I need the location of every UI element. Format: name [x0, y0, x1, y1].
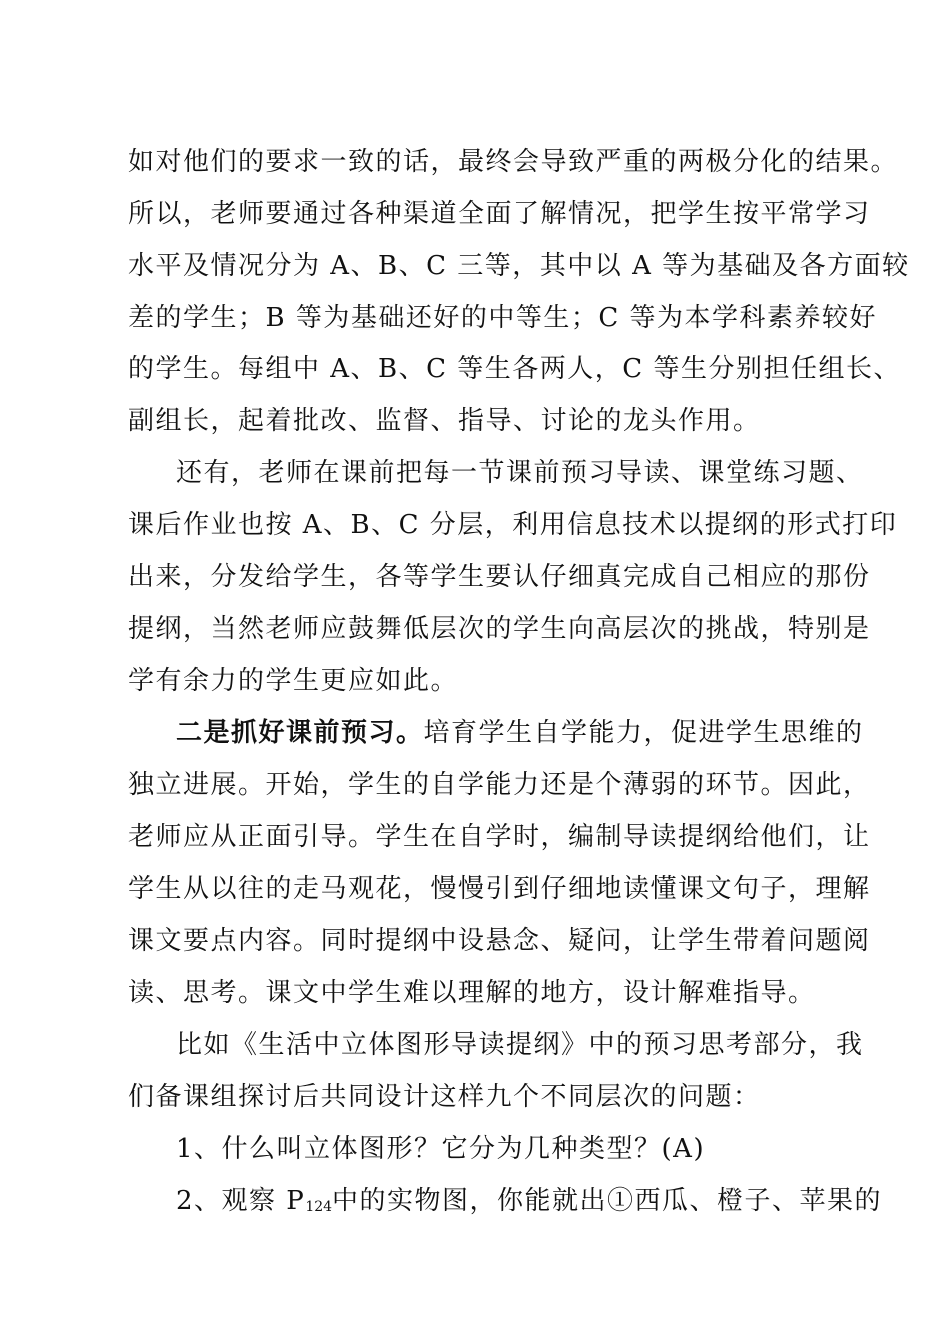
paragraph4-line-1: 比如《生活中立体图形导读提纲》中的预习思考部分，我 — [176, 1030, 864, 1060]
paragraph2-line-5: 学有余力的学生更应如此。 — [128, 666, 459, 696]
question-2 — [176, 1184, 882, 1224]
paragraph3-line-6: 读、思考。课文中学生难以理解的地方，设计解难指导。 — [128, 978, 816, 1008]
paragraph1-line-3: 水平及情况分为 A、B、C 三等，其中以 A 等为基础及各方面较 — [128, 251, 910, 281]
paragraph3-line-5: 课文要点内容。同时提纲中设悬念、疑问，让学生带着问题阅 — [128, 926, 871, 956]
paragraph2-line-1: 还有，老师在课前把每一节课前预习导读、课堂练习题、 — [176, 458, 864, 488]
paragraph2-line-3: 出来，分发给学生，各等学生要认仔细真完成自己相应的那份 — [128, 562, 871, 592]
question-2-prefix: 2、观察 P — [176, 1186, 306, 1216]
paragraph1-line-2: 所以，老师要通过各种渠道全面了解情况，把学生按平常学习 — [128, 199, 871, 229]
paragraph3-line-1 — [176, 716, 864, 750]
page-number-subscript: 124 — [305, 1199, 333, 1215]
paragraph3-line-3: 老师应从正面引导。学生在自学时，编制导读提纲给他们，让 — [128, 822, 871, 852]
paragraph1-line-5: 的学生。每组中 A、B、C 等生各两人，C 等生分别担任组长、 — [128, 354, 901, 384]
paragraph3-line-1-rest: 培育学生自学能力，促进学生思维的 — [423, 718, 864, 748]
question-1: 1、什么叫立体图形？它分为几种类型？(A) — [176, 1134, 706, 1164]
paragraph4-line-2: 们备课组探讨后共同设计这样九个不同层次的问题： — [128, 1082, 761, 1112]
paragraph1-line-6: 副组长，起着批改、监督、指导、讨论的龙头作用。 — [128, 406, 761, 436]
paragraph1-line-1: 如对他们的要求一致的话，最终会导致严重的两极分化的结果。 — [128, 147, 899, 177]
section-heading: 二是抓好课前预习。 — [176, 718, 424, 748]
question-2-suffix: 中的实物图，你能就出①西瓜、橙子、苹果的 — [332, 1186, 883, 1216]
paragraph3-line-2: 独立进展。开始，学生的自学能力还是个薄弱的环节。因此， — [128, 770, 871, 800]
paragraph3-line-4: 学生从以往的走马观花，慢慢引到仔细地读懂课文句子，理解 — [128, 874, 871, 904]
paragraph1-line-4: 差的学生；B 等为基础还好的中等生；C 等为本学科素养较好 — [128, 303, 878, 333]
paragraph2-line-2: 课后作业也按 A、B、C 分层，利用信息技术以提纲的形式打印 — [128, 510, 898, 540]
paragraph2-line-4: 提纲，当然老师应鼓舞低层次的学生向高层次的挑战，特别是 — [128, 614, 871, 644]
